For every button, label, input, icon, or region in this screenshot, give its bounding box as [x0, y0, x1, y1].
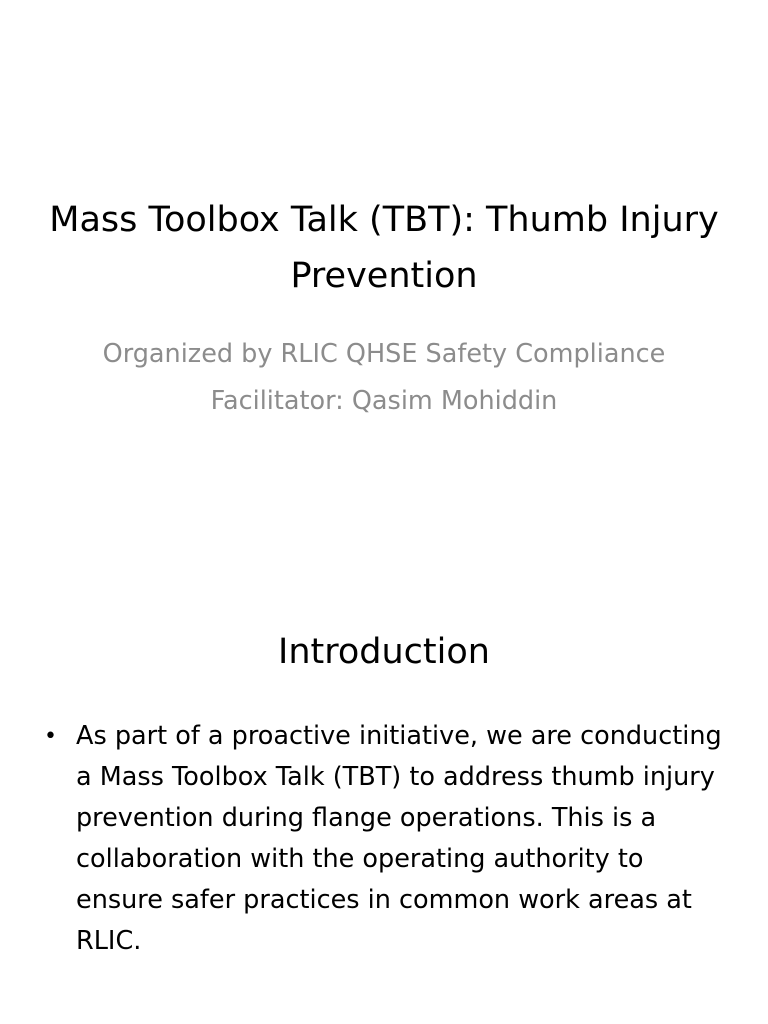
bullet-dot-icon: • — [44, 724, 57, 749]
introduction-title: Introduction — [278, 632, 490, 672]
organizer-line: Organized by RLIC QHSE Safety Compliance — [102, 339, 666, 369]
slide-title: Mass Toolbox Talk (TBT): Thumb Injury Prevention — [49, 200, 719, 296]
bullet-item — [40, 716, 730, 962]
facilitator-line: Facilitator: Qasim Mohiddin — [210, 386, 558, 416]
introduction-slide — [0, 576, 768, 1024]
slide-subtitle — [100, 334, 668, 422]
bullet-text: As part of a proactive initiative, we are conducting a Mass Toolbox Talk (TBT) to address thumb injury prevention during flange operations. This is a collaboration with the operating authority to ensure safer practices in common work areas at RLIC. — [76, 721, 722, 956]
bullet-list — [40, 716, 730, 962]
